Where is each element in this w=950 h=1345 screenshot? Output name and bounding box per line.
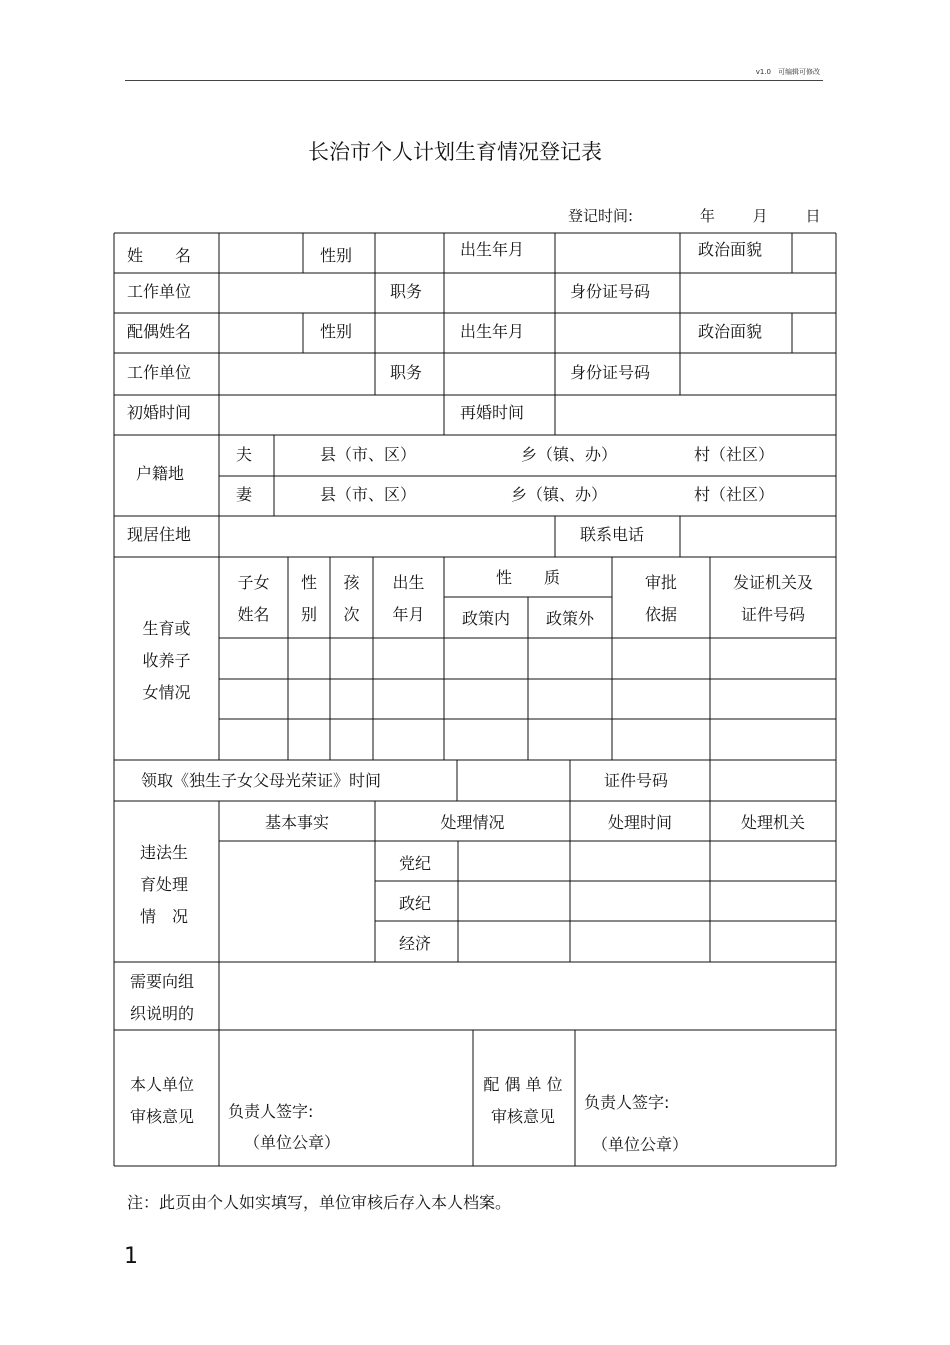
wife-township: 乡（镇、办） (511, 485, 608, 504)
date-label: 登记时间: (568, 207, 634, 225)
label-spouse-birth: 出生年月 (460, 322, 525, 341)
label-wife: 妻 (236, 485, 253, 504)
label-household: 户籍地 (136, 464, 185, 483)
label-economic: 经济 (398, 934, 431, 953)
husband-village: 村（社区） (694, 445, 775, 464)
wife-county: 县（市、区） (320, 485, 417, 504)
label-spouse-id-number: 身份证号码 (570, 363, 651, 382)
header-child-name: 子女 姓名 (237, 573, 270, 624)
date-month: 月 (752, 207, 768, 225)
own-unit-signature: 负责人签字: (228, 1102, 314, 1121)
own-unit-seal: （单位公章） (244, 1133, 341, 1152)
footer-note: 注：此页由个人如实填写，单位审核后存入本人档案。 (127, 1193, 512, 1212)
form-title: 长治市个人计划生育情况登记表 (308, 140, 602, 164)
children-section-label: 生育或 收养子 女情况 (142, 619, 191, 702)
label-spouse-position: 职务 (390, 363, 423, 382)
header-issuer: 发证机关及 证件号码 (732, 573, 813, 624)
header-basic-facts: 基本事实 (264, 813, 329, 832)
label-name: 姓 名 (127, 246, 192, 265)
header-child-order: 孩 次 (343, 573, 360, 624)
header-approval: 审批 依据 (644, 573, 677, 624)
label-husband: 夫 (236, 445, 253, 464)
label-certificate-time: 领取《独生子女父母光荣证》时间 (141, 771, 382, 790)
page-number: 1 (124, 1244, 138, 1269)
label-work-unit: 工作单位 (127, 282, 192, 301)
violation-section-label: 违法生 育处理 情 况 (139, 843, 188, 926)
header-child-gender: 性 别 (300, 573, 317, 624)
date-year: 年 (699, 207, 715, 225)
spouse-unit-signature: 负责人签字: (584, 1093, 670, 1112)
label-remarriage: 再婚时间 (460, 403, 525, 422)
husband-township: 乡（镇、办） (521, 445, 618, 464)
header-child-birth: 出生 年月 (392, 573, 425, 624)
label-spouse-politics: 政治面貌 (698, 322, 763, 341)
header-handling-authority: 处理机关 (740, 813, 805, 832)
header-handling: 处理情况 (440, 813, 505, 832)
date-day: 日 (805, 207, 821, 225)
label-certificate-number: 证件号码 (604, 771, 669, 790)
header-handling-time: 处理时间 (607, 813, 672, 832)
label-spouse-work-unit: 工作单位 (127, 363, 192, 382)
label-government-discipline: 政纪 (398, 894, 431, 913)
label-explain: 需要向组 织说明的 (129, 972, 194, 1023)
spouse-unit-seal: （单位公章） (592, 1135, 689, 1154)
header-in-policy: 政策内 (461, 609, 510, 628)
header-out-policy: 政策外 (545, 609, 594, 628)
label-birth: 出生年月 (460, 240, 525, 259)
label-phone: 联系电话 (580, 525, 645, 544)
version-label: v1.0 可编辑可修改 (755, 68, 820, 76)
label-spouse-name: 配偶姓名 (127, 322, 192, 341)
label-politics: 政治面貌 (698, 240, 763, 259)
label-spouse-gender: 性别 (320, 322, 353, 341)
husband-county: 县（市、区） (320, 445, 417, 464)
label-first-marriage: 初婚时间 (127, 403, 192, 422)
header-nature: 性 质 (495, 568, 560, 587)
label-party-discipline: 党纪 (398, 854, 431, 873)
label-position: 职务 (390, 282, 423, 301)
label-id-number: 身份证号码 (570, 282, 651, 301)
label-spouse-unit-review: 配 偶 单 位 审核意见 (483, 1075, 563, 1126)
wife-village: 村（社区） (694, 485, 775, 504)
label-gender: 性别 (320, 246, 353, 265)
label-own-unit-review: 本人单位 审核意见 (129, 1075, 194, 1126)
label-residence: 现居住地 (127, 525, 192, 544)
